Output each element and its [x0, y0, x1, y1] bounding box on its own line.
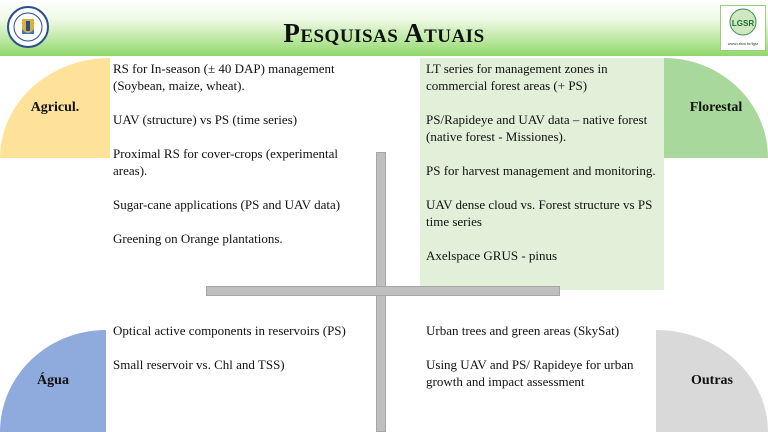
list-item: PS for harvest management and monitoring.: [426, 163, 656, 178]
list-item: PS/Rapideye and UAV data – native forest (native forest - Missiones).: [426, 112, 648, 144]
list-item: Greening on Orange plantations.: [113, 231, 283, 246]
list-item: Sugar-cane applications (PS and UAV data): [113, 197, 341, 212]
list-item: LT series for management zones in commercial forest areas (+ PS): [426, 61, 608, 93]
list-item: Using UAV and PS/ Rapideye for urban growth and impact assessment: [426, 357, 634, 389]
florestal-items: [426, 60, 660, 281]
list-item: UAV (structure) vs PS (time series): [113, 112, 298, 127]
lgsr-logo-url: www.ufsm.br/lgsr: [727, 41, 759, 46]
agua-items: [113, 322, 375, 390]
lgsr-logo-label: LGSR: [731, 19, 755, 28]
agricultura-label: Agricul.: [30, 100, 80, 115]
lgsr-logo: [720, 5, 766, 51]
list-item: Urban trees and green areas (SkySat): [426, 323, 620, 338]
agricultura-label-shape: [0, 58, 110, 158]
outras-items: [426, 322, 656, 407]
list-item: RS for In-season (± 40 DAP) management (Soybean, maize, wheat).: [113, 61, 335, 93]
agua-label-shape: [0, 330, 106, 432]
page-title: Pesquisas Atuais: [283, 18, 485, 48]
agricultura-items: [113, 60, 375, 264]
outras-label-shape: [656, 330, 768, 432]
list-item: Axelspace GRUS - pinus: [426, 248, 558, 263]
quadrant-divider-horizontal: [206, 286, 560, 296]
list-item: Proximal RS for cover-crops (experimental areas).: [113, 146, 339, 178]
florestal-label: Florestal: [689, 100, 743, 115]
list-item: UAV dense cloud vs. Forest structure vs PS time series: [426, 197, 653, 229]
florestal-label-shape: [664, 58, 768, 158]
list-item: Small reservoir vs. Chl and TSS): [113, 357, 285, 372]
list-item: Optical active components in reservoirs (PS): [113, 323, 346, 338]
outras-label: Outras: [691, 373, 733, 388]
agua-label: Água: [37, 373, 69, 388]
